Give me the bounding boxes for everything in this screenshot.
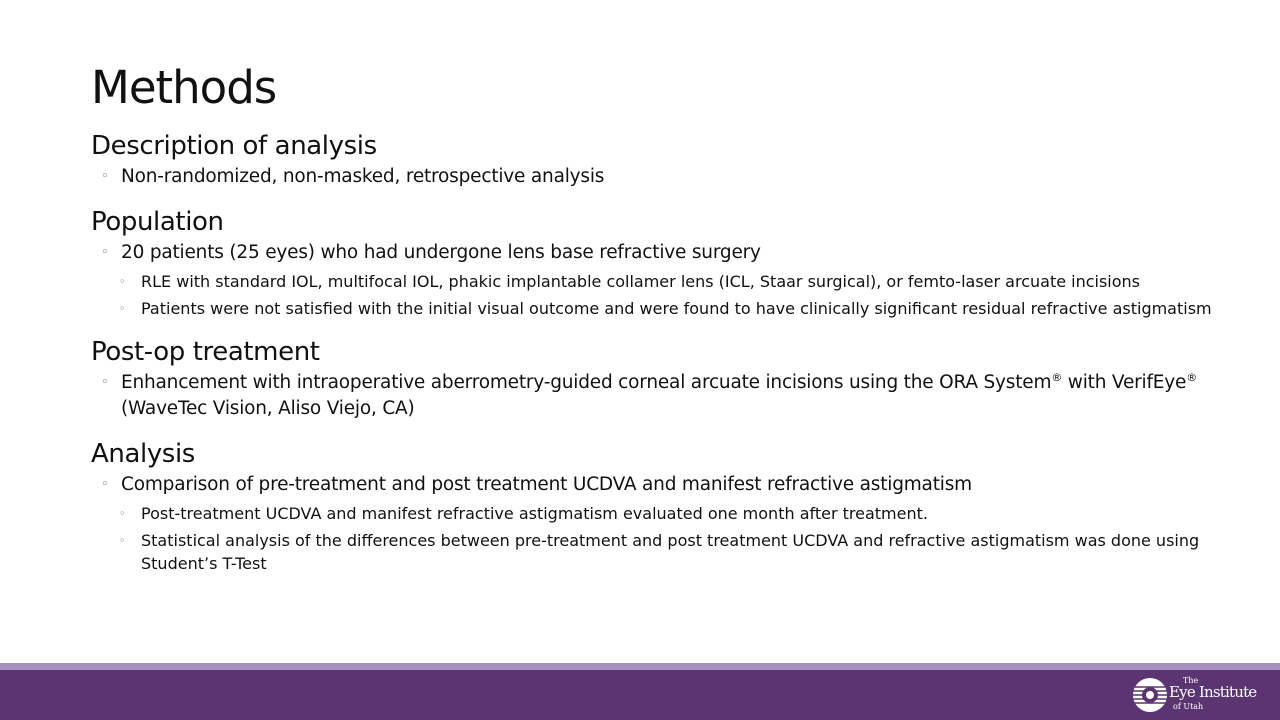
footer-accent-stripe	[0, 663, 1280, 670]
sub-bullet-marker-icon: ◦	[119, 507, 126, 520]
bullet-item	[91, 370, 1231, 422]
logo-text-the: The	[1183, 676, 1199, 685]
bullet-text: 20 patients (25 eyes) who had undergone lens base refractive surgery	[121, 242, 761, 263]
section-population	[91, 204, 1231, 320]
bullet-item	[91, 164, 1231, 190]
sub-bullet-text: Post-treatment UCDVA and manifest refractive astigmatism evaluated one month after treatment.	[141, 504, 928, 523]
section-description	[91, 128, 1231, 190]
eye-institute-logo-icon	[1131, 676, 1169, 714]
slide-content	[91, 128, 1231, 589]
sub-bullet-text: RLE with standard IOL, multifocal IOL, phakic implantable collamer lens (ICL, Staar surgical), or femto-laser arcuate incisions	[141, 272, 1141, 291]
registered-mark: ®	[1186, 370, 1198, 384]
bullet-text-part: (WaveTec Vision, Aliso Viejo, CA)	[121, 398, 415, 419]
logo-text-sub: of Utah	[1173, 702, 1204, 711]
bullet-item	[91, 472, 1231, 498]
sub-bullet-item	[91, 270, 1231, 293]
section-heading-description: Description of analysis	[91, 131, 377, 161]
section-analysis	[91, 436, 1231, 575]
eye-institute-logo	[1131, 674, 1266, 716]
sub-bullet-marker-icon: ◦	[119, 302, 126, 315]
section-heading-postop: Post-op treatment	[91, 337, 320, 367]
bullet-text	[121, 372, 1197, 419]
bullet-marker-icon: ◦	[101, 477, 109, 492]
section-heading-analysis: Analysis	[91, 439, 195, 469]
sub-bullet-marker-icon: ◦	[119, 534, 126, 547]
sub-bullet-item	[91, 502, 1231, 525]
bullet-text-part: with VerifEye	[1062, 372, 1187, 393]
sub-bullet-item	[91, 297, 1231, 320]
bullet-text: Comparison of pre-treatment and post treatment UCDVA and manifest refractive astigmatism	[121, 474, 972, 495]
bullet-item	[91, 240, 1231, 266]
bullet-text: Non-randomized, non-masked, retrospective analysis	[121, 166, 605, 187]
slide-title: Methods	[91, 61, 277, 114]
logo-text-main: Eye Institute	[1169, 683, 1257, 701]
sub-bullet-item	[91, 529, 1231, 575]
bullet-marker-icon: ◦	[101, 375, 109, 390]
section-postop-treatment	[91, 334, 1231, 422]
bullet-marker-icon: ◦	[101, 169, 109, 184]
footer-bar	[0, 670, 1280, 720]
bullet-marker-icon: ◦	[101, 245, 109, 260]
registered-mark: ®	[1051, 370, 1063, 384]
sub-bullet-marker-icon: ◦	[119, 275, 126, 288]
sub-bullet-text: Patients were not satisfied with the initial visual outcome and were found to have clinically significant residual refractive astigmatism	[141, 299, 1212, 318]
section-heading-population: Population	[91, 207, 224, 237]
sub-bullet-text: Statistical analysis of the differences between pre-treatment and post treatment UCDVA and refractive astigmatism was done using Student’s T-Test	[141, 531, 1200, 573]
bullet-text-part: Enhancement with intraoperative aberrometry-guided corneal arcuate incisions using the ORA System	[121, 372, 1052, 393]
